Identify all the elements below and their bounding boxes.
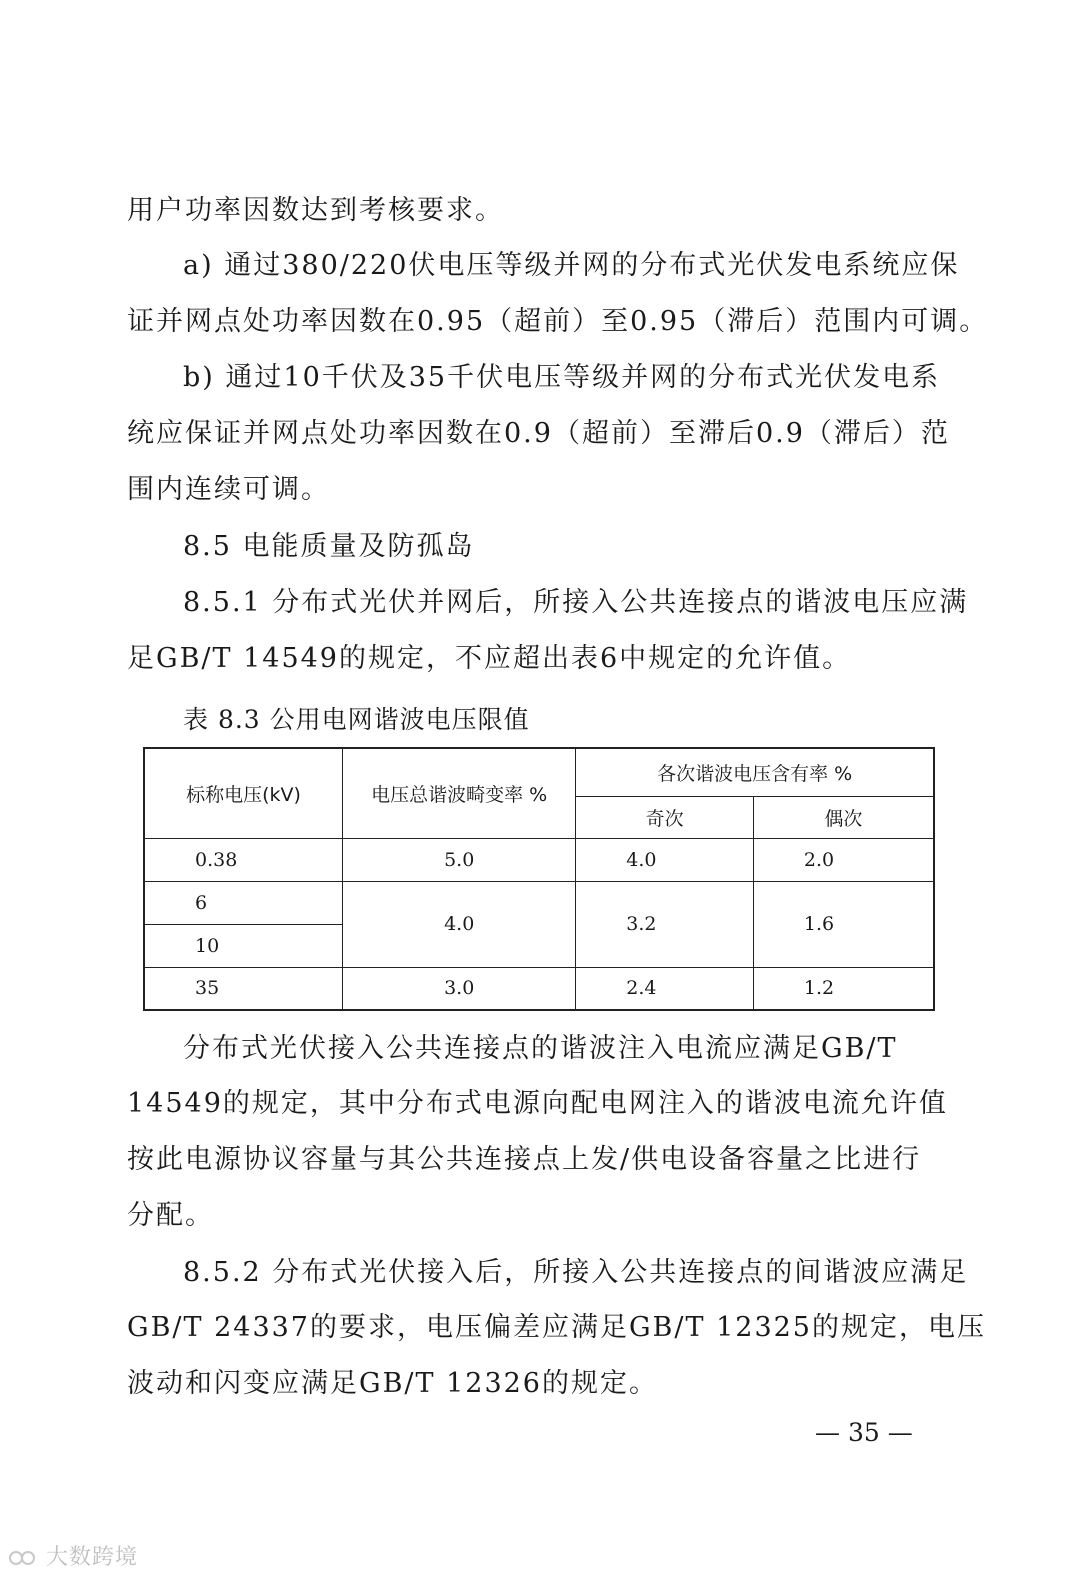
inject-line-2: 14549的规定，其中分布式电源向配电网注入的谐波电流允许值 <box>127 1088 948 1119</box>
clause-8-5-1-line-2: 足GB/T 14549的规定，不应超出表6中规定的允许值。 <box>127 643 852 674</box>
item-b-line-2: 统应保证并网点处功率因数在0.9（超前）至滞后0.9（滞后）范 <box>127 418 950 449</box>
inject-line-4: 分配。 <box>127 1200 214 1231</box>
header-odd: 奇次 <box>576 796 754 838</box>
watermark-logo-icon <box>8 1547 38 1569</box>
cell-voltage: 0.38 <box>144 838 343 881</box>
cell-voltage: 6 <box>144 881 343 924</box>
inject-line-1: 分布式光伏接入公共连接点的谐波注入电流应满足GB/T <box>183 1033 898 1064</box>
header-nominal-voltage: 标称电压(kV) <box>144 748 343 838</box>
item-a-line-2: 证并网点处功率因数在0.95（超前）至0.95（滞后）范围内可调。 <box>127 306 989 337</box>
header-harmonic-content: 各次谐波电压含有率 % <box>576 748 934 796</box>
cell-thd: 4.0 <box>343 881 576 967</box>
watermark <box>8 1540 138 1571</box>
paragraph-continuation: 用户功率因数达到考核要求。 <box>127 195 504 226</box>
item-a-line-1: a) 通过380/220伏电压等级并网的分布式光伏发电系统应保 <box>183 250 960 281</box>
header-even: 偶次 <box>753 796 934 838</box>
table-row <box>144 838 934 881</box>
table-caption: 表 8.3 公用电网谐波电压限值 <box>183 705 530 734</box>
cell-voltage: 10 <box>144 924 343 967</box>
cell-even: 1.2 <box>753 967 934 1010</box>
clause-8-5-2-line-2: GB/T 24337的要求，电压偏差应满足GB/T 12325的规定，电压 <box>127 1312 986 1343</box>
cell-even: 2.0 <box>753 838 934 881</box>
cell-odd: 3.2 <box>576 881 754 967</box>
item-b-line-1: b) 通过10千伏及35千伏电压等级并网的分布式光伏发电系 <box>183 362 941 393</box>
cell-odd: 4.0 <box>576 838 754 881</box>
section-heading-8-5: 8.5 电能质量及防孤岛 <box>183 531 475 562</box>
cell-thd: 5.0 <box>343 838 576 881</box>
cell-even: 1.6 <box>753 881 934 967</box>
item-b-line-3: 围内连续可调。 <box>127 474 330 505</box>
cell-voltage: 35 <box>144 967 343 1010</box>
clause-8-5-2-line-1: 8.5.2 分布式光伏接入后，所接入公共连接点的间谐波应满足 <box>183 1257 969 1288</box>
header-thd: 电压总谐波畸变率 % <box>343 748 576 838</box>
table-row <box>144 967 934 1010</box>
clause-8-5-2-line-3: 波动和闪变应满足GB/T 12326的规定。 <box>127 1368 658 1399</box>
inject-line-3: 按此电源协议容量与其公共连接点上发/供电设备容量之比进行 <box>127 1144 922 1175</box>
harmonic-voltage-table <box>143 747 935 1011</box>
cell-odd: 2.4 <box>576 967 754 1010</box>
page-number: — 35 — <box>815 1418 913 1447</box>
watermark-text: 大数跨境 <box>46 1545 139 1570</box>
clause-8-5-1-line-1: 8.5.1 分布式光伏并网后，所接入公共连接点的谐波电压应满 <box>183 587 969 618</box>
cell-thd: 3.0 <box>343 967 576 1010</box>
table-row <box>144 881 934 924</box>
